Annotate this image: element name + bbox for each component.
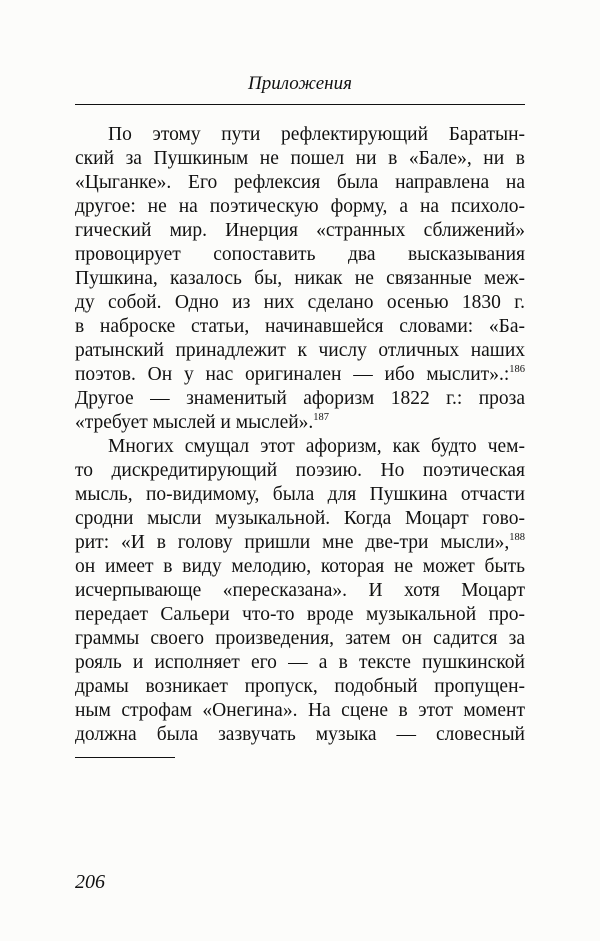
body-line: драмы возникает пропуск, подобный пропущен- bbox=[75, 676, 525, 697]
note-ref-187: 187 bbox=[313, 412, 330, 423]
footnote-188 bbox=[108, 809, 525, 831]
body-line: сродни мысли музыкальной. Когда Моцарт гово- bbox=[75, 508, 525, 529]
running-header: Приложения bbox=[248, 73, 352, 94]
footnote-188-cont bbox=[75, 831, 525, 853]
body-line: ным строфам «Онегина». На сцене в этот момент bbox=[75, 700, 525, 721]
body-line-text: «требует мыслей и мыслей». bbox=[75, 412, 314, 433]
body-line bbox=[75, 363, 525, 387]
body-line: Многих смущал этот афоризм, как будто чем- bbox=[108, 436, 525, 457]
body-line: Другое — знаменитый афоризм 1822 г.: проза bbox=[75, 388, 525, 409]
footnote-187 bbox=[108, 787, 525, 809]
body-line: провоцирует сопоставить два высказывания bbox=[75, 244, 525, 265]
body-line: другое: не на поэтическую форму, а на психоло- bbox=[75, 196, 525, 217]
footnote-rule bbox=[75, 757, 175, 758]
body-line: ратынский принадлежит к числу отличных наших bbox=[75, 340, 525, 361]
body-line-text: поэтов. Он у нас оригинален — ибо мыслит».: bbox=[75, 364, 510, 385]
body-line: «Цыганке». Его рефлексия была направлена на bbox=[75, 172, 525, 193]
body-line: Пушкина, казалось бы, никак не связанные меж- bbox=[75, 268, 525, 289]
note-ref-186: 186 bbox=[509, 364, 525, 375]
body-line: граммы своего произведения, затем он садится за bbox=[75, 628, 525, 649]
body-line: исчерпывающе «пересказана». И хотя Моцарт bbox=[75, 580, 525, 601]
body-line: он имеет в виду мелодию, которая не может быть bbox=[75, 556, 525, 577]
body-line: гический мир. Инерция «странных сближений» bbox=[75, 220, 525, 241]
body-line: ду собой. Одно из них сделано осенью 1830 г. bbox=[75, 292, 525, 313]
body-line: рояль и исполняет его — а в тексте пушкинской bbox=[75, 652, 525, 673]
body-line: то дискредитирующий поэзию. Но поэтическая bbox=[75, 460, 525, 481]
body-line: ский за Пушкиным не пошел ни в «Бале», ни в bbox=[75, 148, 525, 169]
body-line: мысль, по-видимому, была для Пушкина отчасти bbox=[75, 484, 525, 505]
body-line bbox=[75, 411, 525, 435]
body-line: передает Сальери что-то вроде музыкальной про- bbox=[75, 604, 525, 625]
body-line: в наброске статьи, начинавшейся словами: «Ба- bbox=[75, 316, 525, 337]
body-line bbox=[75, 531, 525, 555]
footnote-186 bbox=[108, 765, 525, 787]
note-ref-188: 188 bbox=[509, 532, 525, 543]
body-line-text: рит: «И в голову пришли мне две-три мысли», bbox=[75, 532, 510, 553]
body-line: должна была зазвучать музыка — словесный bbox=[75, 724, 525, 745]
header-rule bbox=[75, 104, 525, 105]
page-number: 206 bbox=[75, 871, 105, 893]
body-line: По этому пути рефлектирующий Баратын- bbox=[108, 124, 525, 145]
